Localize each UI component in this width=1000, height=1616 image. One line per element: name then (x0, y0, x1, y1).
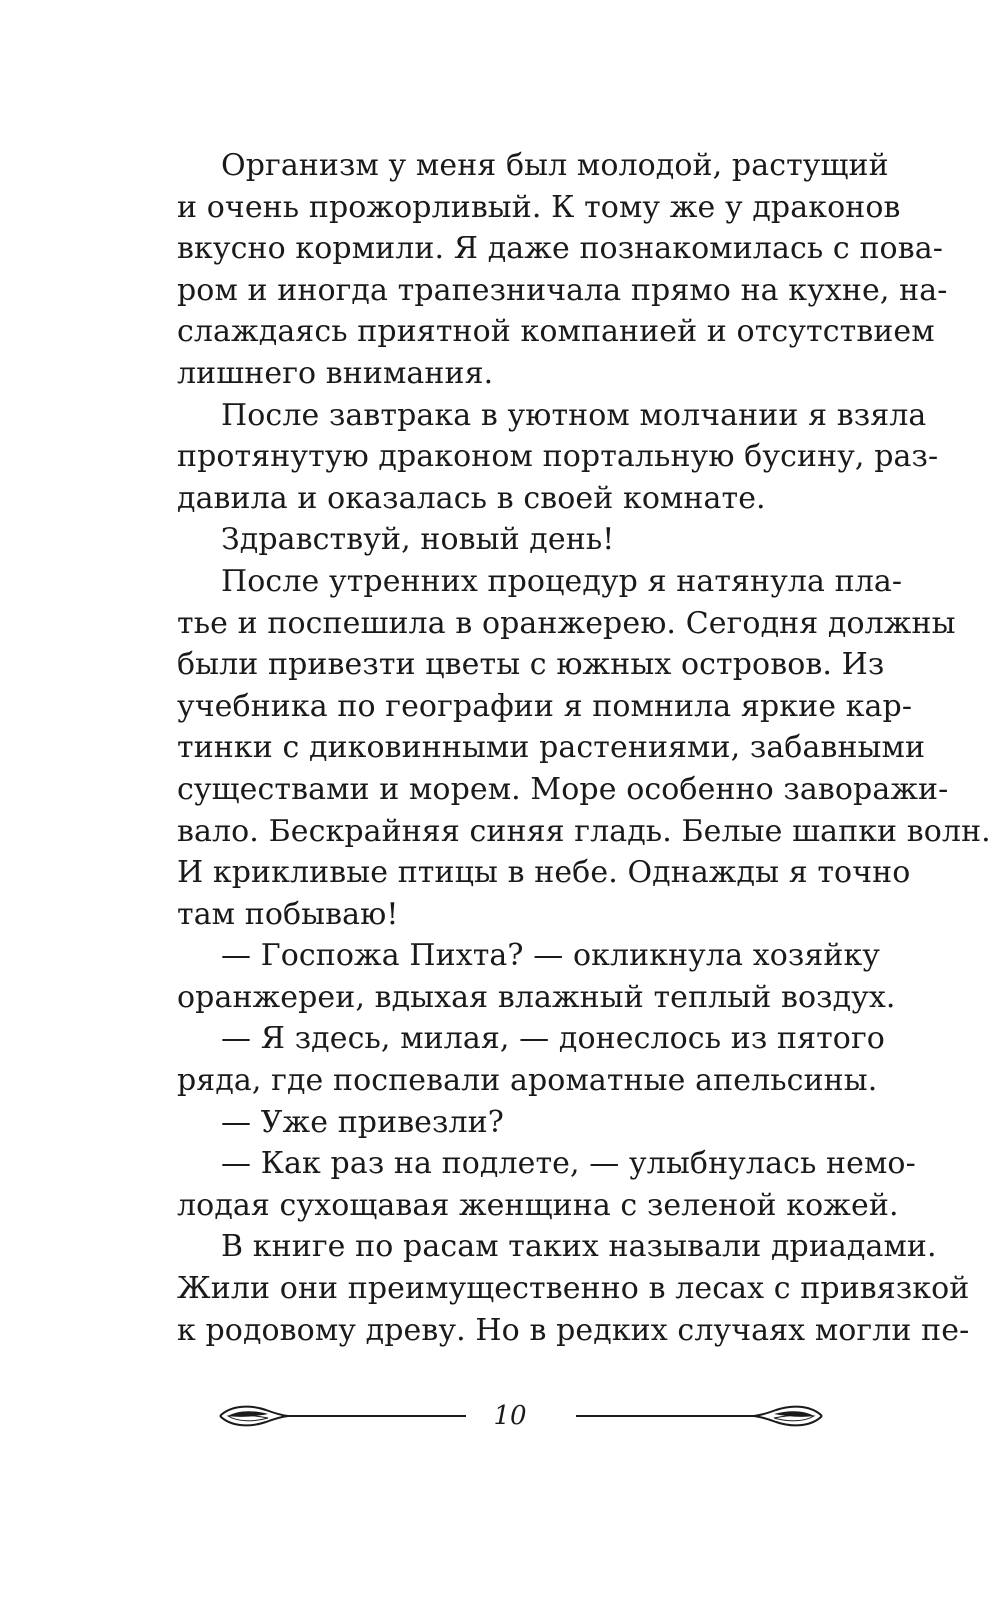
text-line: к родовому древу. Но в редких случаях могли пе- (177, 1312, 970, 1348)
paragraph (177, 395, 939, 520)
text-line: Жили они преимущественно в лесах с привязкой (177, 1271, 970, 1307)
text-line: — Я здесь, милая, — донеслось из пятого (221, 1021, 885, 1057)
text-line: — Уже привезли? (221, 1104, 504, 1140)
page-footer (0, 1396, 1000, 1436)
text-line: — Госпожа Пихта? — окликнула хозяйку (221, 938, 881, 974)
paragraph (177, 935, 896, 1018)
text-line: были привезти цветы с южных островов. Из (177, 647, 885, 683)
text-line: существами и морем. Море особенно заворажи- (177, 771, 949, 807)
text-line: ряда, где поспевали ароматные апельсины. (177, 1063, 878, 1099)
flourish-ornament-icon (574, 1396, 824, 1436)
text-line: лишнего внимания. (177, 355, 494, 391)
text-line: и очень прожорливый. К тому же у драконов (177, 189, 901, 225)
paragraph (177, 145, 948, 395)
text-line: учебника по географии я помнила яркие кар- (177, 688, 913, 724)
paragraph (177, 519, 867, 561)
text-line: слаждаясь приятной компанией и отсутствием (177, 314, 935, 350)
text-line: — Как раз на подлете, — улыбнулась немо- (221, 1146, 916, 1182)
text-line: вкусно кормили. Я даже познакомилась с пова- (177, 231, 943, 267)
paragraph (177, 1102, 867, 1144)
text-line: Здравствуй, новый день! (221, 522, 615, 558)
text-line: После завтрака в уютном молчании я взяла (221, 397, 927, 433)
text-line: там побываю! (177, 896, 399, 932)
text-line: протянутую драконом портальную бусину, раз- (177, 439, 939, 475)
text-line: И крикливые птицы в небе. Однажды я точно (177, 855, 911, 891)
text-line: тье и поспешила в оранжерею. Сегодня должны (177, 605, 956, 641)
text-line: оранжереи, вдыхая влажный теплый воздух. (177, 979, 896, 1015)
paragraph (177, 1018, 885, 1101)
paragraph (177, 1143, 916, 1226)
text-line: После утренних процедур я натянула пла- (221, 563, 903, 599)
paragraph (177, 561, 991, 935)
flourish-ornament-icon (218, 1396, 468, 1436)
text-line: Организм у меня был молодой, растущий (221, 148, 889, 183)
page-number: 10 (493, 1401, 527, 1431)
text-line: лодая сухощавая женщина с зеленой кожей. (177, 1187, 899, 1223)
paragraph (177, 1226, 970, 1351)
text-line: тинки с диковинными растениями, забавными (177, 730, 926, 766)
text-line: вало. Бескрайняя синяя гладь. Белые шапки волн. (177, 813, 991, 849)
body-text (177, 145, 991, 1351)
text-line: ром и иногда трапезничала прямо на кухне, на- (177, 272, 948, 308)
text-line: В книге по расам таких называли дриадами. (221, 1229, 937, 1265)
text-line: давила и оказалась в своей комнате. (177, 480, 766, 516)
